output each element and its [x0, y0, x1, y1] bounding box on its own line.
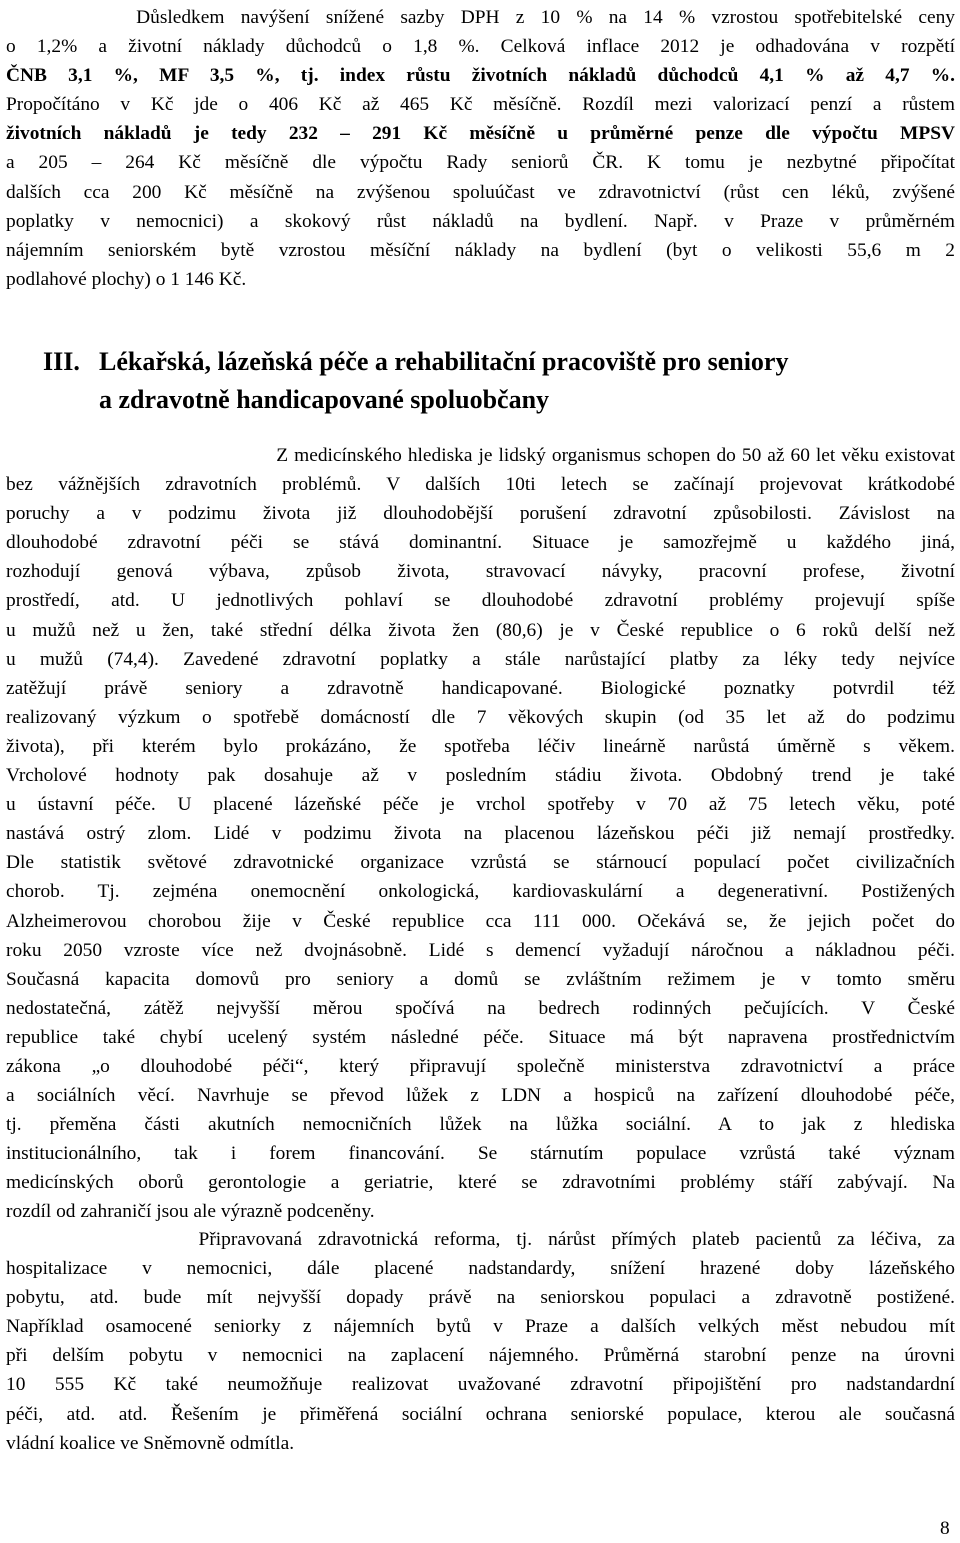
text-line: medicínských oborů gerontologie a geriatrie, které se zdravotními problémy stáří zabývají. Na	[6, 1172, 955, 1194]
text-line: dlouhodobé zdravotní péči se stává dominantní. Situace je samozřejmě u každého jiná,	[6, 532, 955, 554]
text-line: chorob. Tj. zejména onemocnění onkologická, kardiovaskulární a degenerativní. Postižených	[6, 881, 955, 903]
text-line: Propočítáno v Kč jde o 406 Kč až 465 Kč měsíčně. Rozdíl mezi valorizací penzí a růstem	[6, 94, 955, 116]
text-line: prostředí, atd. U jednotlivých pohlaví se dlouhodobé zdravotní problémy projevují spíše	[6, 590, 955, 612]
text-line: 10 555 Kč také neumožňuje realizovat uvažované zdravotní připojištění pro nadstandardní	[6, 1374, 955, 1396]
text-line: tj. přeměna části akutních nemocničních lůžek na lůžka sociální. A to jak z hlediska	[6, 1114, 955, 1136]
text-line: bez vážnějších zdravotních problémů. V dalších 10ti letech se začínají projevovat krátkodobé	[6, 474, 955, 496]
text-line: realizovaný výzkum o spotřebě domácností dle 7 věkových skupin (od 35 let až do podzimu	[6, 706, 955, 728]
text-line: při delším pobytu v nemocnici na zaplacení nájemného. Průměrná starobní penze na úrovni	[6, 1345, 955, 1367]
paragraph-medical-care	[6, 441, 955, 1227]
text-line: Například osamocené seniorky z nájemních bytů v Praze a dalších velkých měst nebudou mít	[6, 1316, 955, 1338]
text-line: rozhodují genová výbava, způsob života, stravovací návyky, pracovní profese, životní	[6, 561, 955, 583]
text-line: a 205 – 264 Kč měsíčně dle výpočtu Rady seniorů ČR. K tomu je nezbytné připočítat	[6, 152, 955, 174]
text-line: u mužů (74,4). Zavedené zdravotní poplatky a stále narůstající platby za léky tedy nejvíce	[6, 648, 955, 670]
section-title-line-2: a zdravotně handicapované spoluobčany	[99, 385, 550, 414]
text-line: péči, atd. atd. Řešením je přiměřená sociální ochrana seniorské populace, kterou ale současná	[6, 1403, 955, 1425]
paragraph-health-reform	[6, 1225, 955, 1458]
text-line: ČNB 3,1 %, MF 3,5 %, tj. index růstu životních nákladů důchodců 4,1 % až 4,7 %.	[6, 65, 955, 87]
text-line: a sociálních věcí. Navrhuje se převod lůžek z LDN a hospiců na zařízení dlouhodobé péče,	[6, 1085, 955, 1107]
text-line: dalších cca 200 Kč měsíčně na zvýšenou spoluúčast ve zdravotnictví (růst cen léků, zvýšené	[6, 181, 955, 203]
text-line: zákona „o dlouhodobé péči“, který připravují společně ministerstva zdravotnictví a práce	[6, 1055, 955, 1077]
text-line: Důsledkem navýšení snížené sazby DPH z 10 % na 14 % vzrostou spotřebitelské ceny	[6, 7, 955, 28]
text-line: Připravovaná zdravotnická reforma, tj. nárůst přímých plateb pacientů za léčiva, za	[6, 1229, 955, 1250]
text-line: u mužů než u žen, také střední délka života žen (80,6) je v České republice o 6 roků delší než	[6, 619, 955, 641]
text-line: pobytu, atd. bude mít nejvyšší dopady právě na seniorskou populaci a zdravotně postižené.	[6, 1287, 955, 1309]
text-line: nájemním seniorském bytě vzrostou měsíční náklady na bydlení (byt o velikosti 55,6 m 2	[6, 239, 955, 261]
section-heading	[43, 343, 943, 419]
text-line: vládní koalice ve Sněmovně odmítla.	[6, 1432, 295, 1454]
text-line: nastává ostrý zlom. Lidé v podzimu života na placenou lázeňskou péči již nemají prostředky.	[6, 823, 955, 845]
text-line: životních nákladů je tedy 232 – 291 Kč měsíčně u průměrné penze dle výpočtu MPSV	[6, 123, 955, 145]
text-line: roku 2050 vzroste více než dvojnásobně. Lidé s demencí vyžadují náročnou a nákladnou péči.	[6, 939, 955, 961]
text-line: Vrcholové hodnoty pak dosahuje až v posledním stádiu života. Obdobný trend je také	[6, 765, 955, 787]
text-line: života), při kterém bylo prokázáno, že spotřeba léčiv lineárně narůstá úměrně s věkem.	[6, 735, 955, 757]
text-line: Dle statistik světové zdravotnické organizace vzrůstá se stárnoucí populací počet civilizačních	[6, 852, 955, 874]
text-line: poruchy a v podzimu života již dlouhodobější porušení zdravotní způsobilosti. Závislost na	[6, 503, 955, 525]
text-line: Alzheimerovou chorobou žije v České republice cca 111 000. Očekává se, že jejich počet do	[6, 910, 955, 932]
text-line: nedostatečná, zátěž nejvyšší měrou spočívá na bedrech rodinných pečujících. V České	[6, 997, 955, 1019]
text-line: o 1,2% a životní náklady důchodců o 1,8 %. Celková inflace 2012 je odhadována v rozpětí	[6, 36, 955, 58]
section-title-line-1: Lékařská, lázeňská péče a rehabilitační pracoviště pro seniory	[99, 347, 789, 376]
text-line: zatěžují právě seniory a zdravotně handicapované. Biologické poznatky potvrdil též	[6, 677, 955, 699]
text-line: rozdíl od zahraničí jsou ale výrazně podceněny.	[6, 1201, 375, 1223]
text-line: Z medicínského hlediska je lidský organismus schopen do 50 až 60 let věku existovat	[6, 445, 955, 466]
text-line: podlahové plochy) o 1 146 Kč.	[6, 268, 247, 290]
paragraph-price-impact	[6, 3, 955, 294]
text-line: institucionálního, tak i forem financování. Se stárnutím populace vzrůstá také význam	[6, 1143, 955, 1165]
text-line: hospitalizace v nemocnici, dále placené nadstandardy, snížení hrazené doby lázeňského	[6, 1258, 955, 1280]
text-line: poplatky v nemocnici) a skokový růst nákladů na bydlení. Např. v Praze v průměrném	[6, 210, 955, 232]
section-number: III.	[43, 347, 80, 376]
text-line: Současná kapacita domovů pro seniory a domů se zvláštním režimem je v tomto směru	[6, 968, 955, 990]
text-line: u ústavní péče. U placené lázeňské péče je vrchol spotřeby v 70 až 75 letech věku, poté	[6, 794, 955, 816]
page-number: 8	[940, 1518, 950, 1539]
text-line: republice také chybí ucelený systém následné péče. Situace má být napravena prostřednictvím	[6, 1026, 955, 1048]
